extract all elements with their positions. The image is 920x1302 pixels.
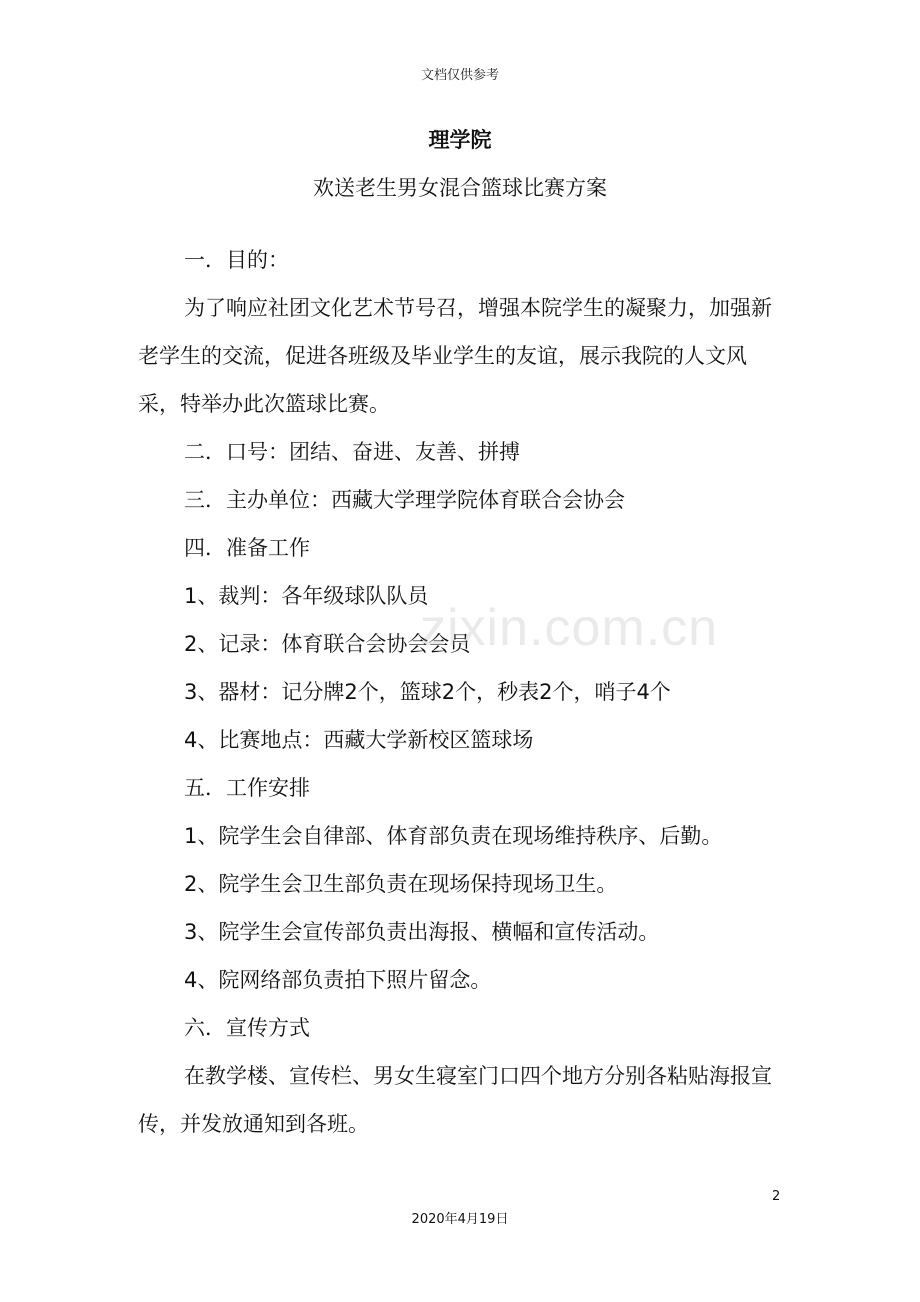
list-item: 3、器材：记分牌2个，篮球2个，秒表2个，哨子4个 xyxy=(184,680,671,704)
list-item: 1、裁判：各年级球队队员 xyxy=(184,584,429,608)
section-heading-publicity: 六．宣传方式 xyxy=(184,1016,310,1040)
header-note: 文档仅供参考 xyxy=(420,68,499,83)
document-body xyxy=(138,236,778,1148)
list-item: 4、比赛地点：西藏大学新校区篮球场 xyxy=(184,728,534,752)
list-item: 1、院学生会自律部、体育部负责在现场维持秩序、后勤。 xyxy=(184,824,723,848)
paragraph-purpose: 为了响应社团文化艺术节号召，增强本院学生的凝聚力，加强新老学生的交流，促进各班级及毕业学生的友谊，展示我院的人文风采，特举办此次篮球比赛。 xyxy=(138,296,772,416)
list-item: 2、院学生会卫生部负责在现场保持现场卫生。 xyxy=(184,872,618,896)
footer-date: 2020年4月19日 xyxy=(411,1212,509,1227)
document-subtitle: 欢送老生男女混合篮球比赛方案 xyxy=(313,176,607,200)
section-heading-organizer: 三．主办单位：西藏大学理学院体育联合会协会 xyxy=(184,488,625,512)
paragraph-publicity: 在教学楼、宣传栏、男女生寝室门口四个地方分别各粘贴海报宣传，并发放通知到各班。 xyxy=(138,1064,772,1136)
list-item: 2、记录：体育联合会协会会员 xyxy=(184,632,471,656)
section-heading-arrangement: 五．工作安排 xyxy=(184,776,310,800)
watermark: zixin.com.cn xyxy=(420,599,719,657)
list-item: 3、院学生会宣传部负责出海报、横幅和宣传活动。 xyxy=(184,920,660,944)
document-title: 理学院 xyxy=(428,128,492,152)
section-heading-purpose: 一．目的： xyxy=(184,248,289,272)
section-heading-slogan: 二．口号：团结、奋进、友善、拼搏 xyxy=(184,440,520,464)
page-number: 2 xyxy=(772,1189,781,1204)
list-item: 4、院网络部负责拍下照片留念。 xyxy=(184,968,492,992)
section-heading-preparation: 四．准备工作 xyxy=(184,536,310,560)
